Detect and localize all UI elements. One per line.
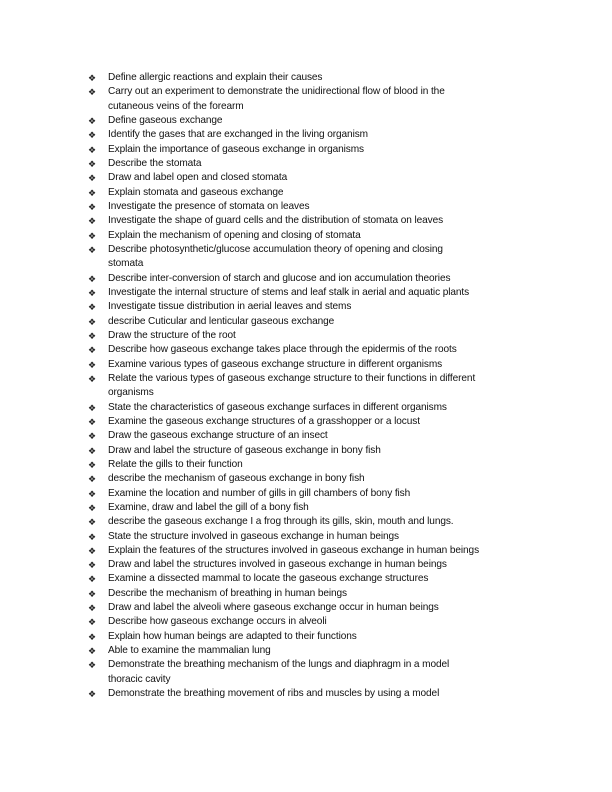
diamond-bullet-icon: ❖ [88,474,96,485]
item-text: Describe how gaseous exchange occurs in alveoli [108,616,327,628]
list-item [88,472,479,486]
diamond-bullet-icon: ❖ [88,445,96,456]
diamond-bullet-icon: ❖ [88,115,96,126]
diamond-bullet-icon: ❖ [88,660,96,671]
item-text: Demonstrate the breathing movement of ribs and muscles by using a model [108,688,440,700]
diamond-bullet-icon: ❖ [88,244,96,255]
list-item [88,272,479,286]
diamond-bullet-icon: ❖ [88,201,96,212]
diamond-bullet-icon: ❖ [88,416,96,427]
item-text-continued: stomata [108,258,144,270]
list-item [88,286,479,300]
item-text: Draw and label the alveoli where gaseous exchange occur in human beings [108,602,439,614]
list-item [88,171,479,185]
item-text: describe the mechanism of gaseous exchange in bony fish [108,473,365,485]
item-text-continued: organisms [108,387,154,399]
item-text: Describe photosynthetic/glucose accumulation theory of opening and closing [108,243,443,255]
list-item [88,143,479,157]
list-item [88,214,479,228]
diamond-bullet-icon: ❖ [88,431,96,442]
item-text: describe the gaseous exchange I a frog through its gills, skin, mouth and lungs. [108,516,454,528]
diamond-bullet-icon: ❖ [88,373,96,384]
diamond-bullet-icon: ❖ [88,560,96,571]
item-text: Define allergic reactions and explain their causes [108,72,323,83]
diamond-bullet-icon: ❖ [88,173,96,184]
item-text: Describe inter-conversion of starch and glucose and ion accumulation theories [108,272,451,284]
list-item [88,501,479,515]
item-text: Examine various types of gaseous exchange structure in different organisms [108,358,443,370]
list-item [88,300,479,314]
diamond-bullet-icon: ❖ [88,646,96,657]
diamond-bullet-icon: ❖ [88,617,96,628]
list-item [88,415,479,429]
item-text: Examine the location and number of gills in gill chambers of bony fish [108,487,411,499]
diamond-bullet-icon: ❖ [88,359,96,370]
item-text: Examine, draw and label the gill of a bony fish [108,501,309,513]
list-item [88,644,479,658]
item-text: Relate the gills to their function [108,458,243,470]
diamond-bullet-icon: ❖ [88,345,96,356]
item-text: Investigate the presence of stomata on leaves [108,200,310,212]
item-text-continued: cutaneous veins of the forearm [108,100,244,112]
diamond-bullet-icon: ❖ [88,130,96,141]
item-text: Describe the stomata [108,157,202,169]
list-item [88,157,479,171]
diamond-bullet-icon: ❖ [88,517,96,528]
list-item [88,458,479,472]
item-text: Relate the various types of gaseous exchange structure to their functions in different [108,372,476,384]
list-item [88,315,479,329]
item-text: Draw the gaseous exchange structure of an insect [108,430,328,442]
list-item [88,401,479,415]
list-item [88,444,479,458]
item-text: Investigate the internal structure of stems and leaf stalk in aerial and aquatic plants [108,286,470,298]
diamond-bullet-icon: ❖ [88,502,96,513]
item-text: Describe the mechanism of breathing in human beings [108,587,347,599]
list-item [88,372,479,401]
item-text: Investigate tissue distribution in aerial leaves and stems [108,301,352,313]
list-item [88,615,479,629]
item-text: Explain the importance of gaseous exchange in organisms [108,143,364,155]
list-item [88,487,479,501]
list-item [88,71,479,85]
list-item [88,200,479,214]
diamond-bullet-icon: ❖ [88,230,96,241]
diamond-bullet-icon: ❖ [88,302,96,313]
item-text: Examine the gaseous exchange structures of a grasshopper or a locust [108,415,420,427]
list-item [88,343,479,357]
item-text: Describe how gaseous exchange takes place through the epidermis of the roots [108,344,457,356]
diamond-bullet-icon: ❖ [88,216,96,227]
diamond-bullet-icon: ❖ [88,187,96,198]
list-item [88,85,479,114]
item-text-continued: thoracic cavity [108,673,171,685]
item-text: State the structure involved in gaseous exchange in human beings [108,530,399,542]
diamond-bullet-icon: ❖ [88,73,96,83]
item-text: Draw the structure of the root [108,329,236,341]
objectives-list [88,71,479,701]
list-item [88,358,479,372]
item-text: Explain the mechanism of opening and closing of stomata [108,229,361,241]
list-item [88,544,479,558]
diamond-bullet-icon: ❖ [88,87,96,98]
diamond-bullet-icon: ❖ [88,316,96,327]
diamond-bullet-icon: ❖ [88,330,96,341]
diamond-bullet-icon: ❖ [88,402,96,413]
diamond-bullet-icon: ❖ [88,574,96,585]
diamond-bullet-icon: ❖ [88,631,96,642]
diamond-bullet-icon: ❖ [88,689,96,700]
item-text: Draw and label open and closed stomata [108,172,288,184]
list-item [88,601,479,615]
list-item [88,186,479,200]
item-text: Define gaseous exchange [108,114,223,126]
list-item [88,114,479,128]
diamond-bullet-icon: ❖ [88,459,96,470]
item-text: Explain stomata and gaseous exchange [108,186,284,198]
item-text: Explain how human beings are adapted to their functions [108,630,357,642]
list-item [88,329,479,343]
diamond-bullet-icon: ❖ [88,545,96,556]
list-item [88,572,479,586]
diamond-bullet-icon: ❖ [88,588,96,599]
list-item [88,530,479,544]
list-item [88,658,479,687]
diamond-bullet-icon: ❖ [88,158,96,169]
list-item [88,515,479,529]
item-text: Demonstrate the breathing mechanism of the lungs and diaphragm in a model [108,659,450,671]
list-item [88,429,479,443]
item-text: Investigate the shape of guard cells and the distribution of stomata on leaves [108,215,444,227]
item-text: State the characteristics of gaseous exchange surfaces in different organisms [108,401,447,413]
diamond-bullet-icon: ❖ [88,287,96,298]
item-text: Draw and label the structure of gaseous exchange in bony fish [108,444,381,456]
list-item [88,630,479,644]
diamond-bullet-icon: ❖ [88,144,96,155]
item-text: Draw and label the structures involved in gaseous exchange in human beings [108,559,447,571]
item-text: Identify the gases that are exchanged in the living organism [108,129,368,141]
list-item [88,128,479,142]
item-text: Able to examine the mammalian lung [108,645,271,657]
diamond-bullet-icon: ❖ [88,488,96,499]
diamond-bullet-icon: ❖ [88,603,96,614]
list-item [88,229,479,243]
item-text: describe Cuticular and lenticular gaseous exchange [108,315,335,327]
list-item [88,687,479,701]
item-text: Carry out an experiment to demonstrate the unidirectional flow of blood in the [108,86,445,98]
diamond-bullet-icon: ❖ [88,531,96,542]
list-item [88,587,479,601]
item-text: Examine a dissected mammal to locate the gaseous exchange structures [108,573,429,585]
list-item [88,558,479,572]
list-item [88,243,479,272]
diamond-bullet-icon: ❖ [88,273,96,284]
item-text: Explain the features of the structures involved in gaseous exchange in human beings [108,544,480,556]
